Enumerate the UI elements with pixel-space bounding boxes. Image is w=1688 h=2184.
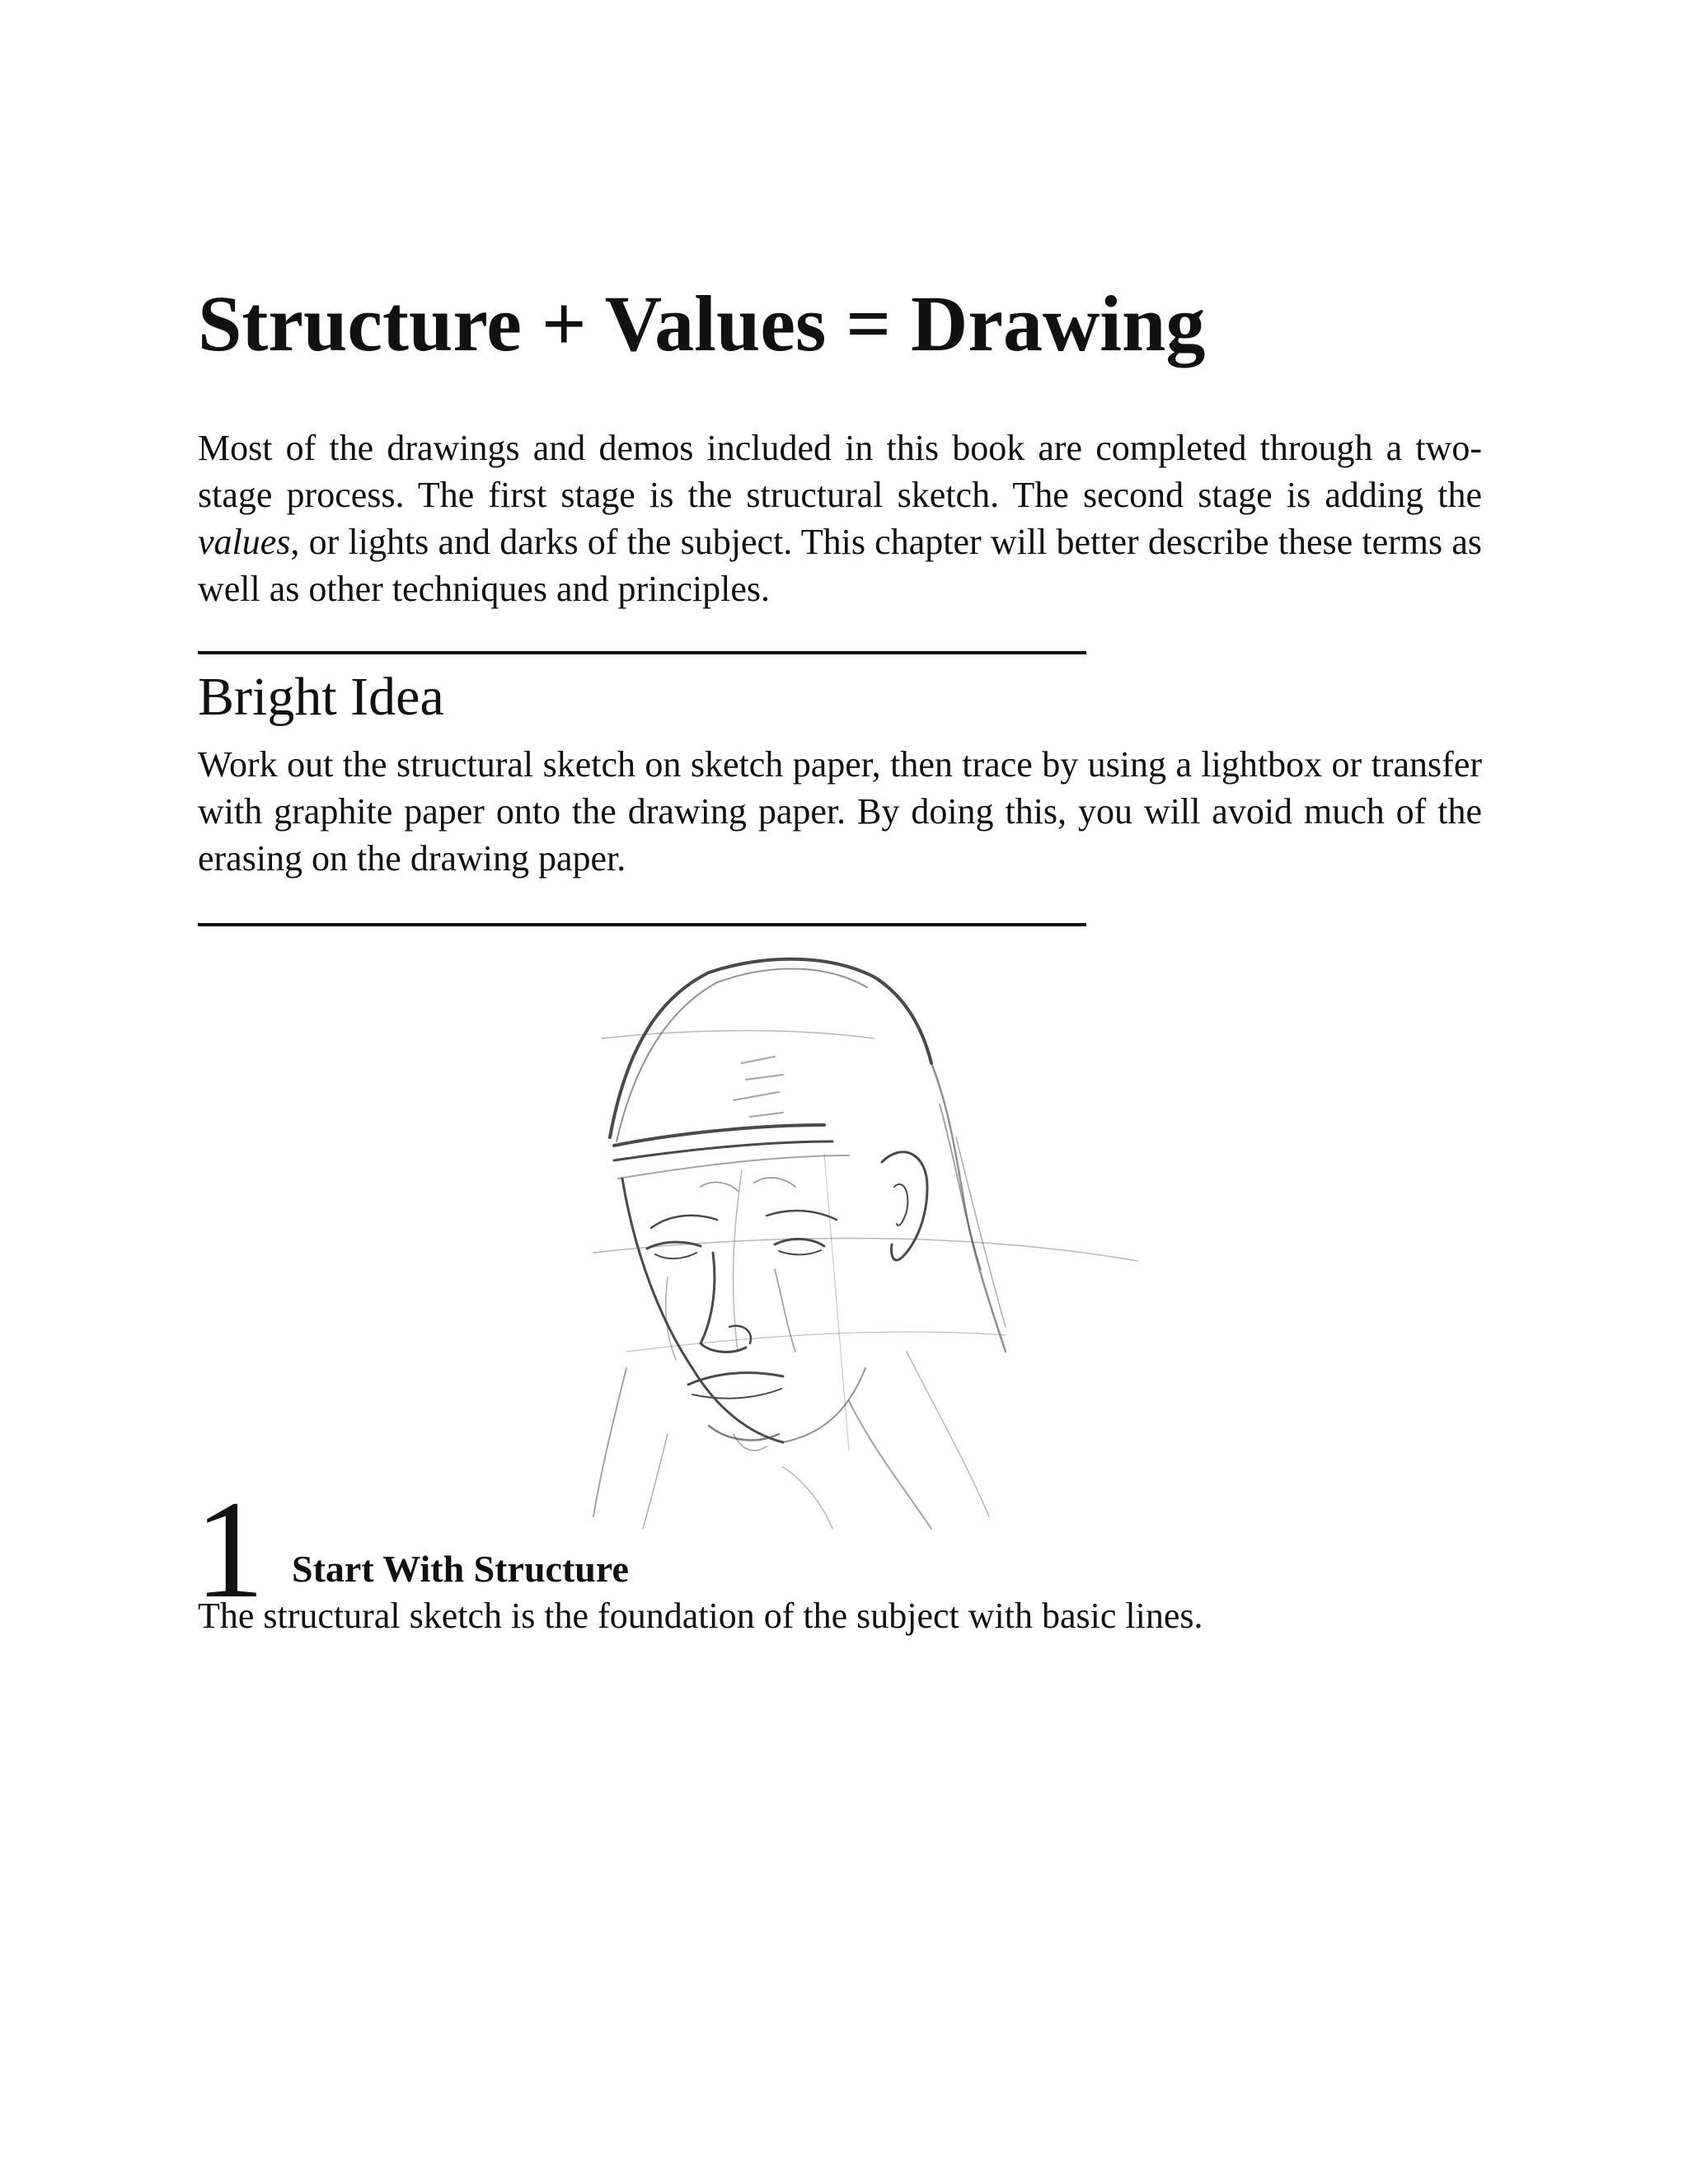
sidebar-body: Work out the structural sketch on sketch paper, then trace by using a lightbox or transfer with graphite paper onto the drawing paper. By doing this, you will avoid much of the erasing on the drawing paper. [198, 744, 1482, 879]
sidebar-title: Bright Idea [198, 667, 444, 727]
step-number: 1 [195, 1472, 265, 1627]
structural-sketch-illustration [577, 940, 1146, 1533]
step-title: Start With Structure [292, 1548, 629, 1590]
intro-text-end: , or lights and darks of the subject. This chapter will better describe these terms as well as other techniques and principles. [198, 522, 1482, 609]
intro-paragraph [198, 424, 1482, 612]
step-caption: The structural sketch is the foundation of the subject with basic lines. [198, 1596, 1203, 1636]
intro-emphasis: values [198, 522, 291, 562]
chapter-title: Structure + Values = Drawing [198, 279, 1206, 368]
sidebar-top-rule [198, 651, 1086, 654]
sidebar-bottom-rule [198, 923, 1086, 926]
intro-text-start: Most of the drawings and demos included in this book are completed through a two-stage process. The first stage is the structural sketch. The second stage is adding the [198, 428, 1482, 515]
